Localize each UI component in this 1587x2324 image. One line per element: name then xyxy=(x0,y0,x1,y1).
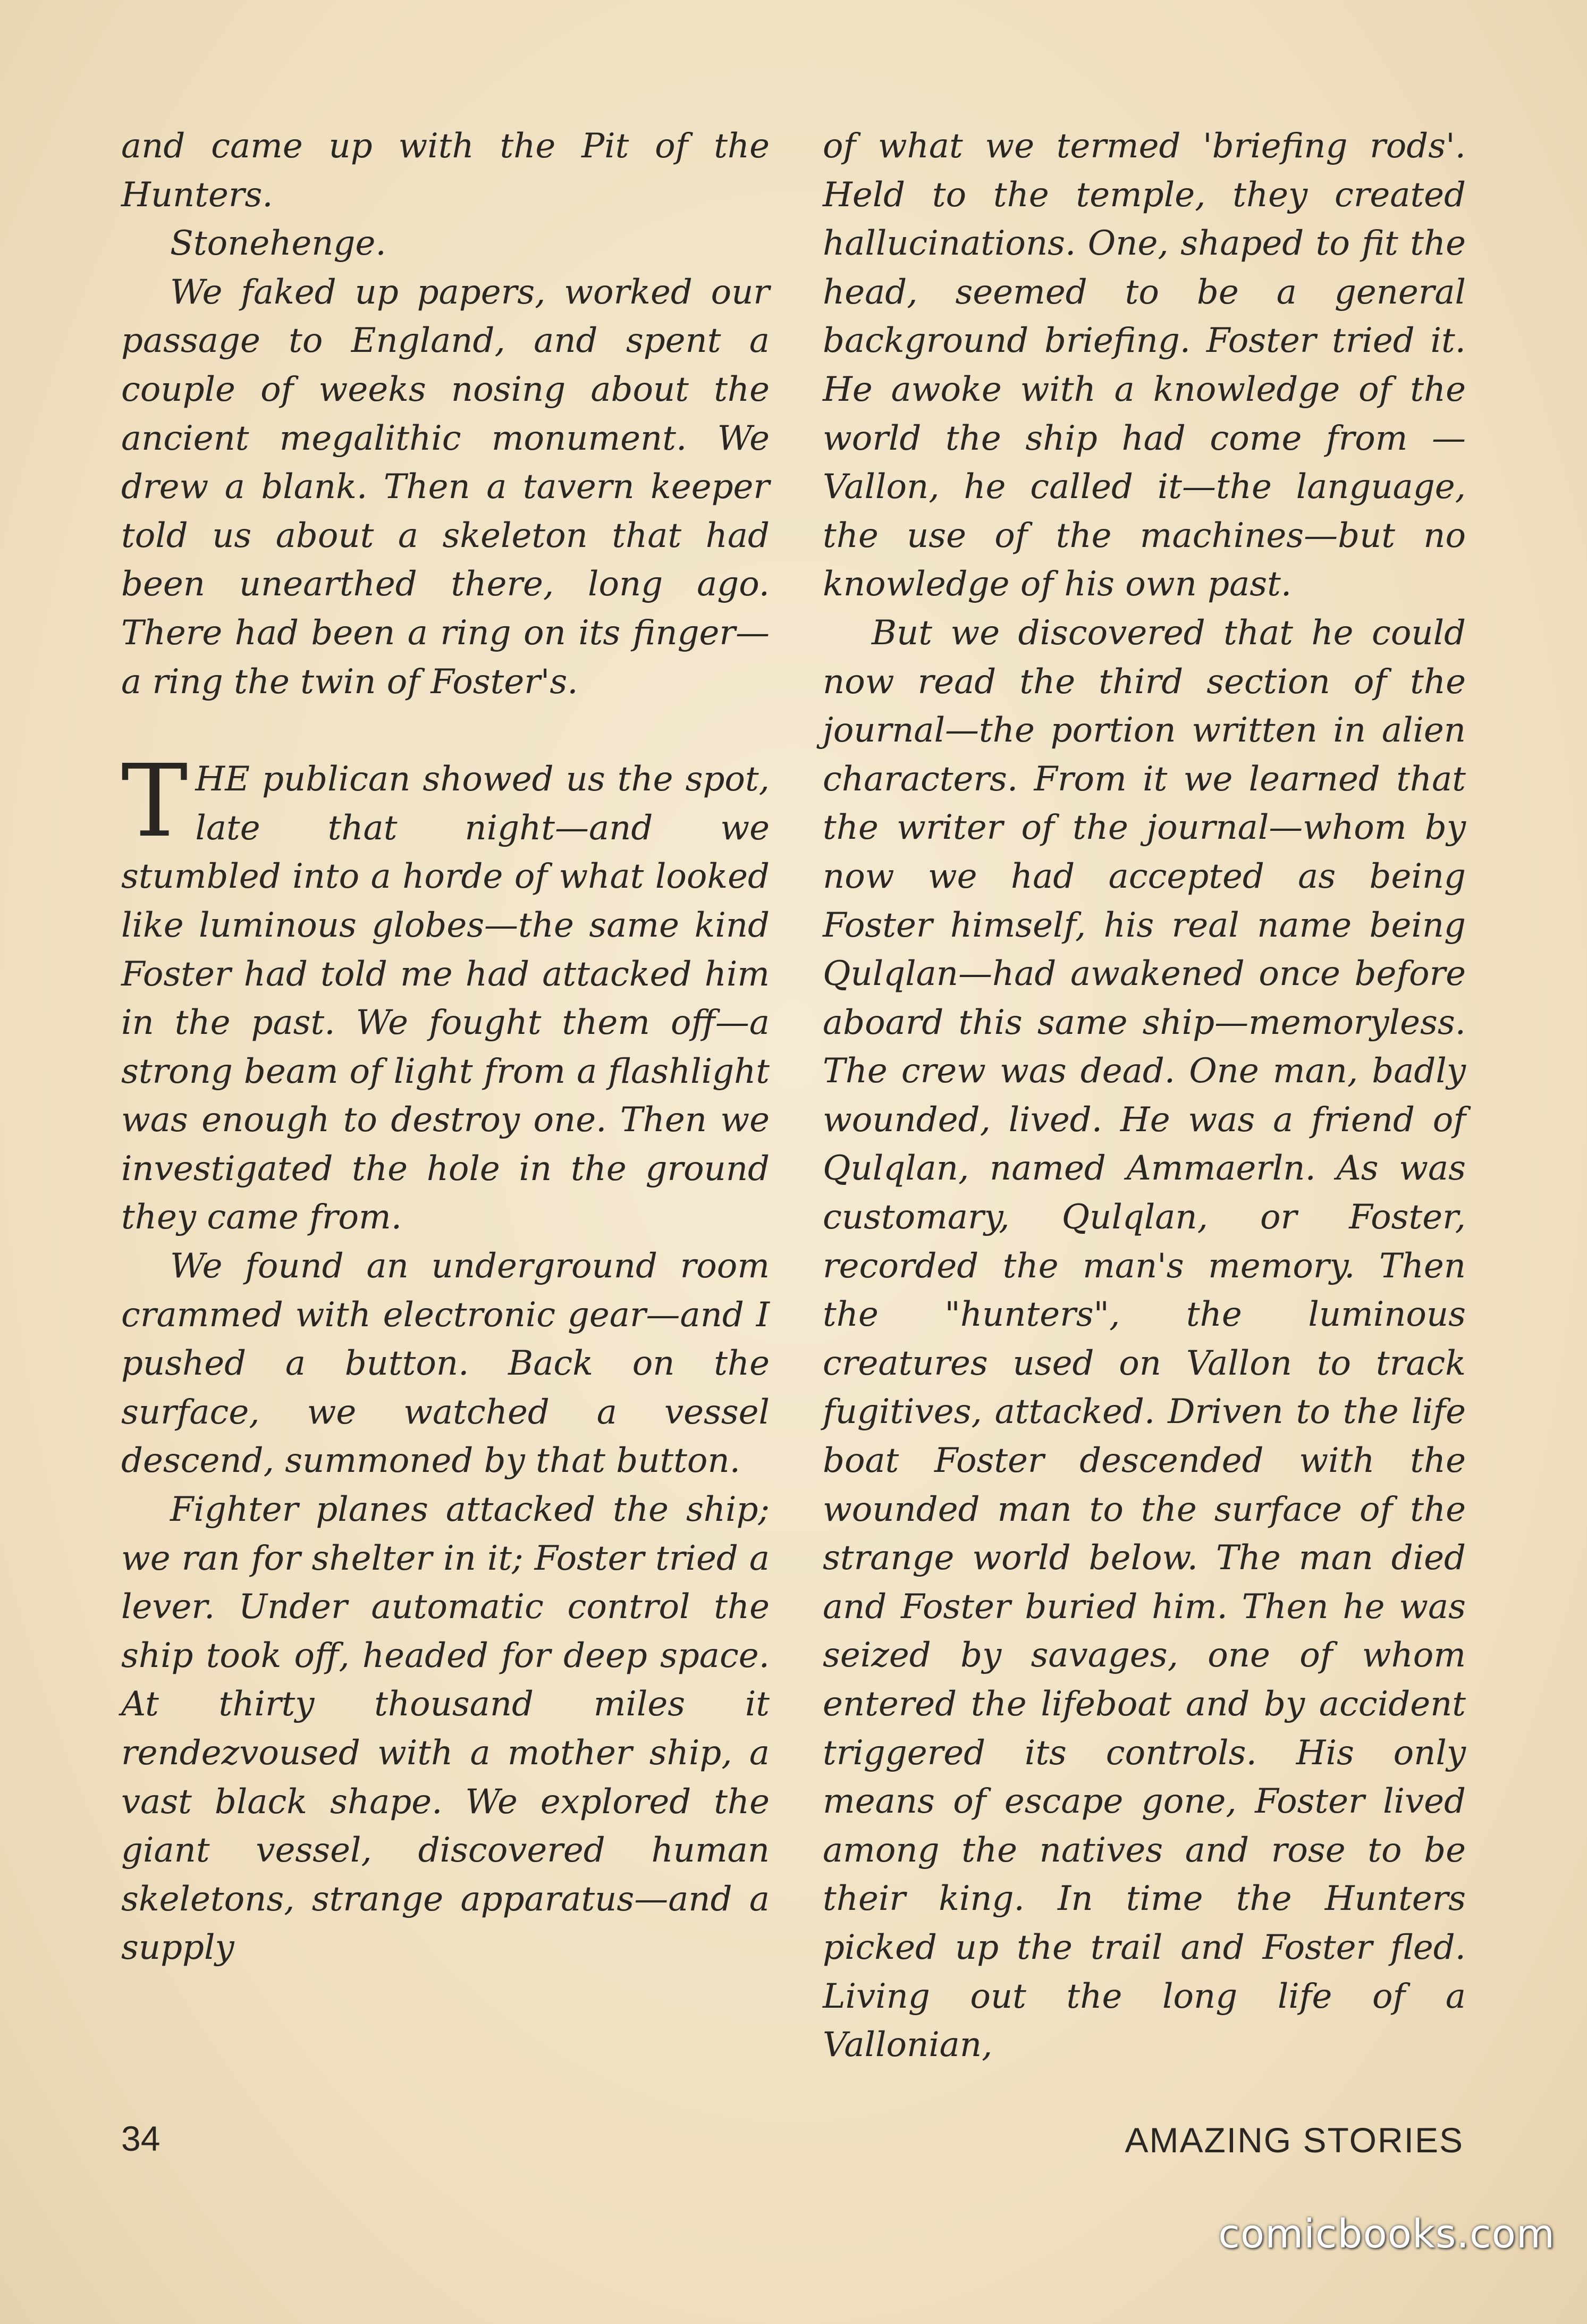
paragraph-text: publican showed us the spot, late that night—and we stumbled into a horde of what looked like luminous globes—the same kind Foster had told me had attacked him in the past. We fought them off—a strong beam of light from a flashlight was enough to destroy one. Then we investigated the hole in the ground they came from. xyxy=(121,760,770,1237)
paragraph: Fighter planes attacked the ship; we ran for shelter in it; Foster tried a lever. Under automatic control the ship took off, headed for deep space. At thirty thousand miles it rendezvoused with a mother ship, a vast black shape. We explored the giant vessel, discovered human skeletons, strange apparatus—and a supply xyxy=(121,1490,770,1968)
opening-caps: HE xyxy=(195,760,250,799)
paragraph: of what we termed 'briefing rods'. Held to the temple, they created hallucinations. One, shaped to fit the head, seemed to be a general background briefing. Foster tried it. He awoke with a knowledge of the world the ship had come from —Vallon, he called it—the language, the use of the machines—but no knowledge of his own past. xyxy=(823,127,1466,604)
paragraph: We found an underground room crammed with electronic gear—and I pushed a button. Back on the surface, we watched a vessel descend, summoned by that button. xyxy=(121,1247,770,1481)
watermark: comicbooks.com xyxy=(1218,2211,1555,2257)
paragraph: Stonehenge. xyxy=(170,224,386,264)
right-column xyxy=(823,122,1466,2070)
magazine-title: AMAZING STORIES xyxy=(1125,2120,1464,2160)
paragraph: and came up with the Pit of the Hunters. xyxy=(121,127,770,215)
drop-cap: T xyxy=(121,743,188,860)
paragraph: But we discovered that he could now read the third section of the journal—the portion written in alien characters. From it we learned that the writer of the journal—whom by now we had accepted as being Foster himself, his real name being Qulqlan—had awakened once before aboard this same ship—memoryless. The crew was dead. One man, badly wounded, lived. He was a friend of Qulqlan, named Ammaerln. As was customary, Qulqlan, or Foster, recorded the man's memory. Then the "hunters", the luminous creatures used on Vallon to track fugitives, attacked. Driven to the life boat Foster descended with the wounded man to the surface of the strange world below. The man died and Foster buried him. Then he was seized by savages, one of whom entered the lifeboat and by accident triggered its controls. His only means of escape gone, Foster lived among the natives and rose to be their king. In time the Hunters picked up the trail and Foster fled. Living out the long life of a Vallonian, xyxy=(823,613,1466,2065)
page-number: 34 xyxy=(121,2119,161,2158)
paragraph: We faked up papers, worked our passage to England, and spent a couple of weeks nosing about the ancient megalithic monument. We drew a blank. Then a tavern keeper told us about a skeleton that had been unearthed there, long ago. There had been a ring on its finger—a ring the twin of Foster's. xyxy=(121,272,770,702)
section-opening-paragraph xyxy=(121,743,770,1242)
left-column xyxy=(121,122,770,1973)
